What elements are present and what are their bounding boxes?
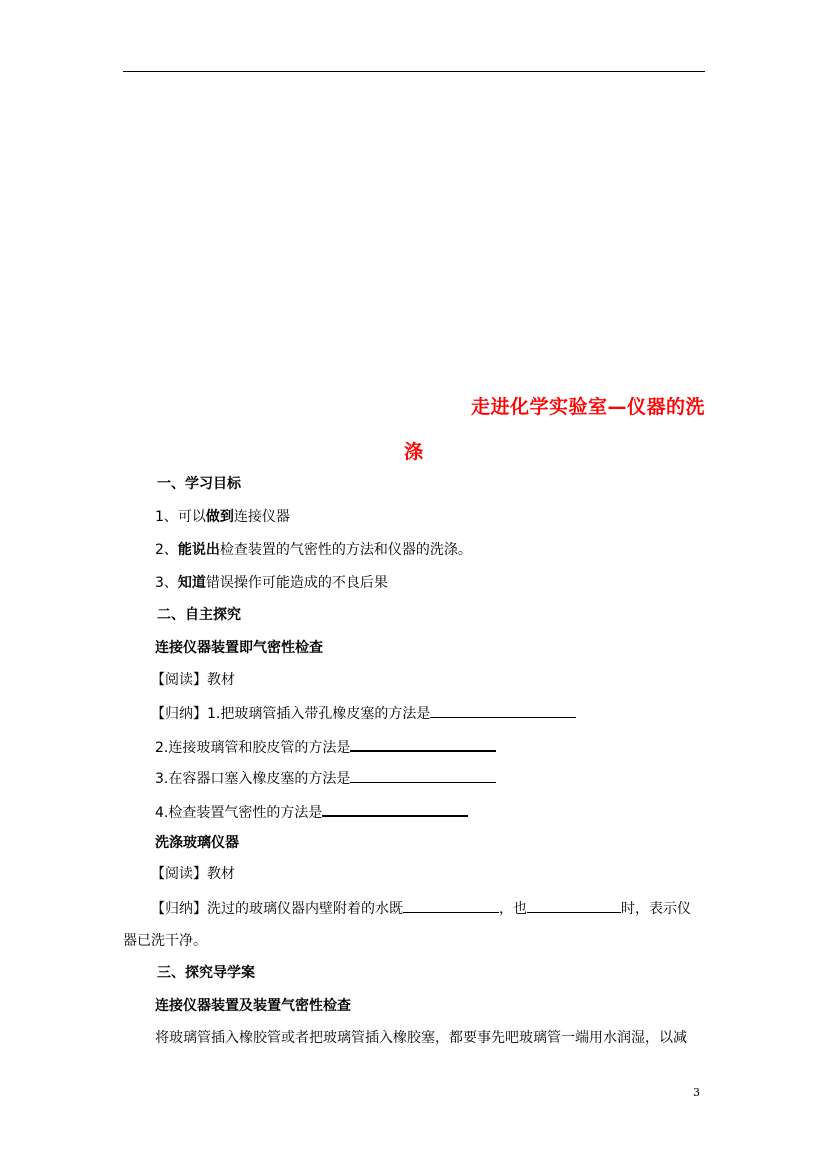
- objective-2: [155, 540, 472, 560]
- objective-2-keyword: 能说出: [177, 542, 220, 558]
- objective-3: [155, 573, 388, 593]
- objective-3-text: 错误操作可能造成的不良后果: [205, 575, 388, 591]
- subheading-connect-instruments: 连接仪器装置即气密性检查: [155, 640, 323, 656]
- summary-question-2-text-b: ，也: [499, 901, 527, 917]
- question-2-text: 2.连接玻璃管和胶皮管的方法是: [155, 740, 351, 756]
- answer-blank-6[interactable]: [527, 898, 621, 913]
- document-title: 走进化学实验室—仪器的洗: [470, 396, 705, 418]
- question-4-text: 4.检查装置气密性的方法是: [155, 805, 323, 821]
- objective-1-prefix: 1、可以: [155, 509, 206, 525]
- body-paragraph: 将玻璃管插入橡胶管或者把玻璃管插入橡胶塞，都要事先吧玻璃管一端用水润湿，以减: [155, 1030, 687, 1046]
- question-3-text: 3.在容器口塞入橡皮塞的方法是: [155, 771, 351, 787]
- objective-1: [155, 507, 290, 527]
- answer-blank-4[interactable]: [322, 801, 468, 817]
- summary-question-2: [151, 898, 691, 919]
- summary-question-2-text-a: 【归纳】洗过的玻璃仪器内壁附着的水既: [151, 901, 403, 917]
- objective-2-text: 检查装置的气密性的方法和仪器的洗涤。: [219, 542, 472, 558]
- question-2: [155, 736, 496, 758]
- summary-question-1: [151, 703, 576, 724]
- question-4: [155, 801, 468, 823]
- question-3: [155, 768, 496, 789]
- summary-question-2-continued: 器已洗干净。: [123, 933, 207, 949]
- section-self-exploration: 二、自主探究: [157, 607, 241, 623]
- objective-1-text: 连接仪器: [233, 509, 290, 525]
- answer-blank-5[interactable]: [403, 898, 499, 913]
- subheading-wash-glassware: 洗涤玻璃仪器: [155, 835, 239, 851]
- summary-question-2-text-c: 时，表示仪: [621, 901, 691, 917]
- subheading-connect-and-check: 连接仪器装置及装置气密性检查: [155, 998, 351, 1014]
- answer-blank-3[interactable]: [350, 768, 496, 783]
- header-rule: [123, 71, 705, 72]
- objective-1-keyword: 做到: [205, 509, 234, 525]
- answer-blank-2[interactable]: [350, 736, 496, 752]
- reading-note-2: 【阅读】教材: [151, 866, 235, 882]
- answer-blank-1[interactable]: [430, 703, 576, 718]
- objective-3-prefix: 3、: [155, 575, 178, 591]
- document-title-continued: 涤: [403, 441, 423, 463]
- objective-3-keyword: 知道: [177, 575, 206, 591]
- summary-question-1-text: 【归纳】1.把玻璃管插入带孔橡皮塞的方法是: [151, 706, 431, 722]
- objective-2-prefix: 2、: [155, 542, 178, 558]
- section-learning-goals: 一、学习目标: [157, 476, 241, 492]
- page-number: 3: [693, 1086, 700, 1099]
- reading-note-1: 【阅读】教材: [151, 672, 235, 688]
- section-guided-study: 三、探究导学案: [157, 965, 255, 981]
